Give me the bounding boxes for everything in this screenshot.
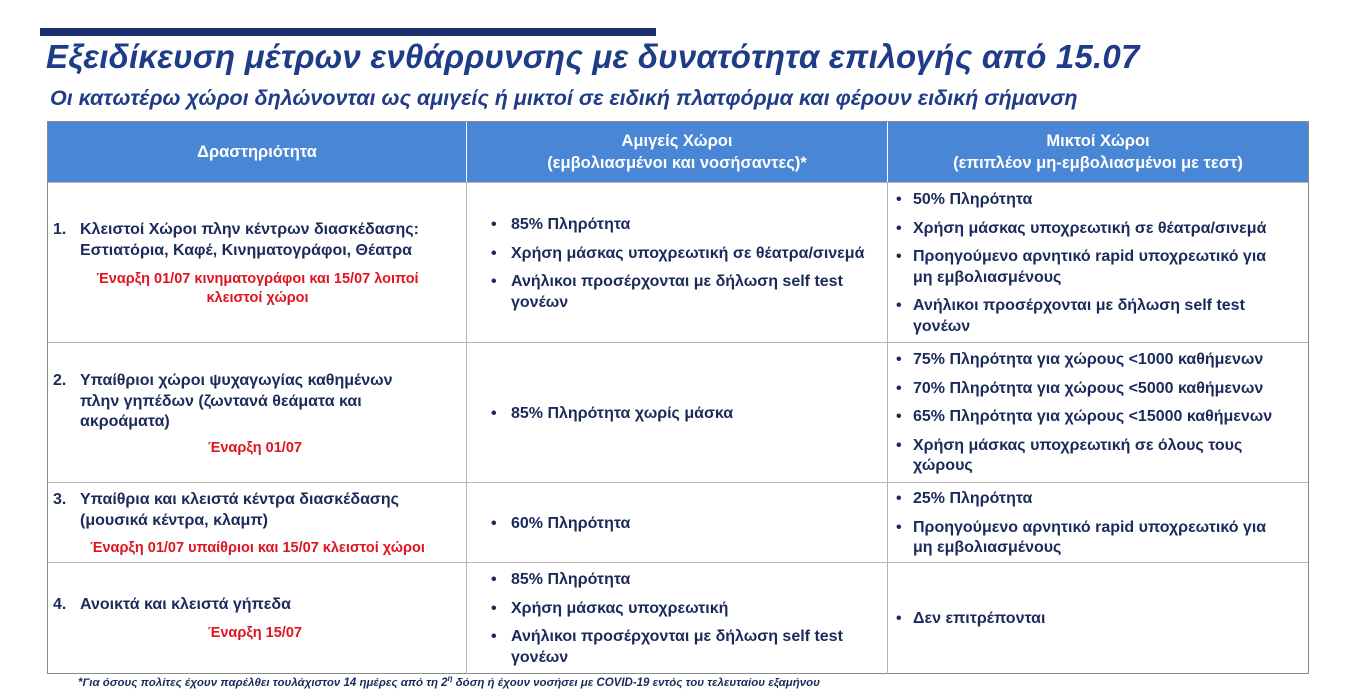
activity-line: Κλειστοί Χώροι πλην κέντρων διασκέδασης: <box>80 221 419 238</box>
header-pure-title: Αμιγείς Χώροι <box>621 132 733 150</box>
list-item: • 60% Πληρότητα <box>491 515 631 532</box>
list-item: • Ανήλικοι προσέρχονται με δήλωση self test γονέων <box>491 628 843 666</box>
activity-text <box>53 595 291 616</box>
pure-spaces-cell <box>467 563 888 674</box>
row-number: 1. <box>53 221 67 238</box>
activity-cell <box>48 183 467 342</box>
list-item: • Ανήλικοι προσέρχονται με δήλωση self test γονέων <box>896 297 1245 335</box>
list-item: • Χρήση μάσκας υποχρεωτική σε θέατρα/σινεμά <box>896 219 1267 237</box>
list-item: • 85% Πληρότητα χωρίς μάσκα <box>491 405 734 422</box>
activity-cell <box>48 563 467 674</box>
table-row <box>48 343 1308 483</box>
activity-line: ακροάματα) <box>80 413 170 430</box>
row-number: 4. <box>53 596 67 613</box>
table-row <box>48 563 1308 674</box>
activity-text <box>53 220 419 261</box>
header-activity-label: Δραστηριότητα <box>197 143 317 161</box>
table-row <box>48 483 1308 563</box>
activity-text <box>53 371 393 433</box>
mixed-spaces-cell <box>888 563 1308 674</box>
mixed-measures-list <box>888 350 1272 477</box>
start-date-note: Έναρξη 15/07 <box>208 625 302 641</box>
activity-line: Ανοικτά και κλειστά γήπεδα <box>80 596 291 613</box>
pure-spaces-cell <box>467 483 888 562</box>
mixed-spaces-cell <box>888 483 1308 562</box>
header-pure-spaces <box>467 122 888 182</box>
page-subtitle: Οι κατωτέρω χώροι δηλώνονται ως αμιγείς ή μικτοί σε ειδική πλατφόρμα και φέρουν ειδική σήμανση <box>50 86 1078 110</box>
activity-line: πλην γηπέδων (ζωντανά θεάματα και <box>80 392 362 410</box>
mixed-measures-list <box>888 489 1266 559</box>
pure-spaces-cell <box>467 343 888 482</box>
start-date-note: Έναρξη 01/07 κινηματογράφοι και 15/07 λοιποί κλειστοί χώροι <box>96 271 419 306</box>
activity-cell <box>48 483 467 562</box>
header-mixed-spaces <box>888 122 1308 182</box>
start-date-note: Έναρξη 01/07 υπαίθριοι και 15/07 κλειστοί χώροι <box>90 540 425 556</box>
list-item: • 75% Πληρότητα για χώρους <1000 καθήμενων <box>896 351 1264 368</box>
activity-line: Εστιατόρια, Καφέ, Κινηματογράφοι, Θέατρα <box>80 241 412 259</box>
pure-measures-list <box>467 404 733 425</box>
header-mixed-title: Μικτοί Χώροι <box>1046 132 1150 150</box>
list-item: • 85% Πληρότητα <box>491 571 631 588</box>
list-item: • 25% Πληρότητα <box>896 490 1033 507</box>
activity-line: Υπαίθριοι χώροι ψυχαγωγίας καθημένων <box>80 372 393 389</box>
activity-line: Υπαίθρια και κλειστά κέντρα διασκέδασης <box>80 491 399 508</box>
mixed-measures-list <box>888 609 1045 630</box>
list-item: • 85% Πληρότητα <box>491 216 631 233</box>
pure-measures-list <box>467 514 630 535</box>
list-item: • Χρήση μάσκας υποχρεωτική <box>491 599 729 617</box>
activity-cell <box>48 343 467 482</box>
page-title: Εξειδίκευση μέτρων ενθάρρυνσης με δυνατότητα επιλογής από 15.07 <box>46 38 1140 75</box>
activity-line: (μουσικά κέντρα, κλαμπ) <box>80 511 268 529</box>
footnote: *Για όσους πολίτες έχουν παρέλθει τουλάχιστον 14 ημέρες από τη $2^\eta$ δόση ή έχουν νοσήσει με COVID-19 εντός του τελευταίου εξαμήνου <box>78 674 820 689</box>
table-header <box>48 122 1308 183</box>
list-item: • 65% Πληρότητα για χώρους <15000 καθήμενων <box>896 408 1273 425</box>
list-item: • Χρήση μάσκας υποχρεωτική σε όλους τους χώρους <box>896 436 1243 474</box>
header-pure-subtitle: (εμβολιασμένοι και νοσήσαντες)* <box>547 154 807 172</box>
mixed-spaces-cell <box>888 183 1308 342</box>
list-item: • 50% Πληρότητα <box>896 191 1033 208</box>
table-row <box>48 183 1308 343</box>
list-item: • 70% Πληρότητα για χώρους <5000 καθήμενων <box>896 379 1264 397</box>
list-item: • Δεν επιτρέπονται <box>896 610 1046 627</box>
row-number: 3. <box>53 491 67 508</box>
list-item: • Προηγούμενο αρνητικό rapid υποχρεωτικό για μη εμβολιασμένους <box>896 248 1267 286</box>
mixed-measures-list <box>888 190 1266 337</box>
activity-text <box>53 490 399 531</box>
list-item: • Ανήλικοι προσέρχονται με δήλωση self test γονέων <box>491 273 843 311</box>
measures-table <box>47 121 1309 674</box>
mixed-spaces-cell <box>888 343 1308 482</box>
start-date-note: Έναρξη 01/07 <box>208 440 302 456</box>
list-item: • Προηγούμενο αρνητικό rapid υποχρεωτικό για μη εμβολιασμένους <box>896 518 1267 556</box>
pure-measures-list <box>467 570 843 668</box>
list-item: • Χρήση μάσκας υποχρεωτική σε θέατρα/σινεμά <box>491 244 865 262</box>
header-activity <box>48 122 467 182</box>
pure-measures-list <box>467 215 864 313</box>
header-mixed-subtitle: (επιπλέον μη-εμβολιασμένοι με τεστ) <box>953 154 1243 172</box>
pure-spaces-cell <box>467 183 888 342</box>
row-number: 2. <box>53 372 67 389</box>
top-accent-bar <box>40 28 656 36</box>
